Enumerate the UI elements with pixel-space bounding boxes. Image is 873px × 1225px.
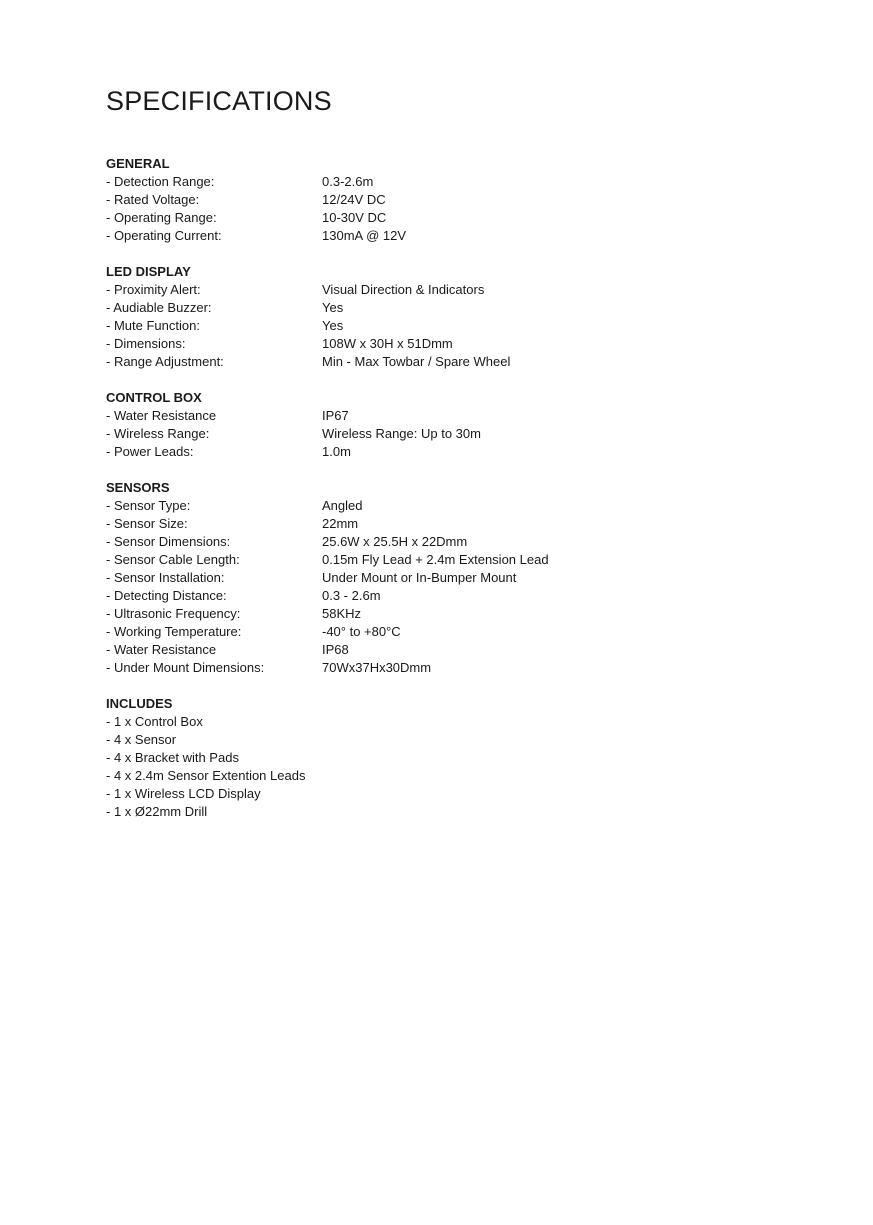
spec-value: Min - Max Towbar / Spare Wheel	[322, 354, 511, 369]
list-item: - 1 x Control Box	[106, 714, 203, 729]
spec-value: 0.3 - 2.6m	[322, 588, 381, 603]
spec-value: 22mm	[322, 516, 359, 531]
spec-row	[106, 353, 826, 371]
spec-value: 58KHz	[322, 606, 362, 621]
spec-label: - Audiable Buzzer:	[106, 300, 212, 315]
spec-row	[106, 443, 826, 461]
spec-value: 108W x 30H x 51Dmm	[322, 336, 453, 351]
spec-label: - Working Temperature:	[106, 624, 242, 639]
spec-value: Visual Direction & Indicators	[322, 282, 485, 297]
spec-row	[106, 209, 826, 227]
spec-value: Angled	[322, 498, 363, 513]
section-control-box	[106, 389, 826, 461]
spec-value: -40° to +80°C	[322, 624, 401, 639]
spec-row	[106, 281, 826, 299]
spec-label: - Rated Voltage:	[106, 192, 200, 207]
section-general	[106, 155, 826, 245]
spec-label: - Detection Range:	[106, 174, 215, 189]
spec-row	[106, 227, 826, 245]
page-title: SPECIFICATIONS	[106, 86, 332, 116]
spec-label: - Power Leads:	[106, 444, 194, 459]
spec-value: 0.15m Fly Lead + 2.4m Extension Lead	[322, 552, 549, 567]
spec-label: - Operating Range:	[106, 210, 217, 225]
section-heading: INCLUDES	[106, 696, 173, 711]
spec-label: - Mute Function:	[106, 318, 200, 333]
spec-value: Yes	[322, 318, 344, 333]
section-heading: LED DISPLAY	[106, 264, 191, 279]
spec-label: - Sensor Installation:	[106, 570, 225, 585]
spec-label: - Water Resistance	[106, 642, 217, 657]
spec-row	[106, 587, 826, 605]
spec-label: - Dimensions:	[106, 336, 186, 351]
spec-label: - Ultrasonic Frequency:	[106, 606, 241, 621]
spec-row	[106, 569, 826, 587]
spec-label: - Sensor Cable Length:	[106, 552, 240, 567]
list-item: - 1 x Ø22mm Drill	[106, 804, 208, 819]
section-heading: GENERAL	[106, 156, 170, 171]
spec-label: - Under Mount Dimensions:	[106, 660, 265, 675]
spec-row	[106, 425, 826, 443]
spec-value: IP68	[322, 642, 349, 657]
spec-label: - Water Resistance	[106, 408, 217, 423]
spec-label: - Range Adjustment:	[106, 354, 224, 369]
list-item: - 4 x Bracket with Pads	[106, 750, 239, 765]
specifications-body	[106, 155, 826, 839]
list-item: - 1 x Wireless LCD Display	[106, 786, 261, 801]
spec-row	[106, 659, 826, 677]
spec-value: Yes	[322, 300, 344, 315]
section-heading: SENSORS	[106, 480, 170, 495]
section-includes	[106, 695, 826, 821]
spec-value: 1.0m	[322, 444, 351, 459]
spec-label: - Proximity Alert:	[106, 282, 201, 297]
spec-row	[106, 533, 826, 551]
section-sensors	[106, 479, 826, 677]
spec-row	[106, 317, 826, 335]
spec-label: - Operating Current:	[106, 228, 222, 243]
spec-row	[106, 191, 826, 209]
section-led-display	[106, 263, 826, 371]
list-item: - 4 x Sensor	[106, 732, 177, 747]
spec-value: 0.3-2.6m	[322, 174, 374, 189]
section-heading: CONTROL BOX	[106, 390, 202, 405]
spec-value: 25.6W x 25.5H x 22Dmm	[322, 534, 468, 549]
spec-label: - Sensor Dimensions:	[106, 534, 231, 549]
spec-row	[106, 641, 826, 659]
spec-label: - Wireless Range:	[106, 426, 210, 441]
spec-row	[106, 623, 826, 641]
spec-row	[106, 407, 826, 425]
spec-row	[106, 497, 826, 515]
list-item: - 4 x 2.4m Sensor Extention Leads	[106, 768, 306, 783]
spec-value: 12/24V DC	[322, 192, 386, 207]
spec-row	[106, 335, 826, 353]
spec-row	[106, 515, 826, 533]
spec-value: 10-30V DC	[322, 210, 387, 225]
spec-value: 130mA @ 12V	[322, 228, 407, 243]
spec-value: Under Mount or In-Bumper Mount	[322, 570, 517, 585]
spec-label: - Sensor Size:	[106, 516, 188, 531]
spec-row	[106, 551, 826, 569]
spec-label: - Detecting Distance:	[106, 588, 227, 603]
spec-row	[106, 299, 826, 317]
spec-label: - Sensor Type:	[106, 498, 191, 513]
spec-value: 70Wx37Hx30Dmm	[322, 660, 432, 675]
spec-row	[106, 605, 826, 623]
spec-row	[106, 173, 826, 191]
spec-value: IP67	[322, 408, 349, 423]
spec-value: Wireless Range: Up to 30m	[322, 426, 481, 441]
